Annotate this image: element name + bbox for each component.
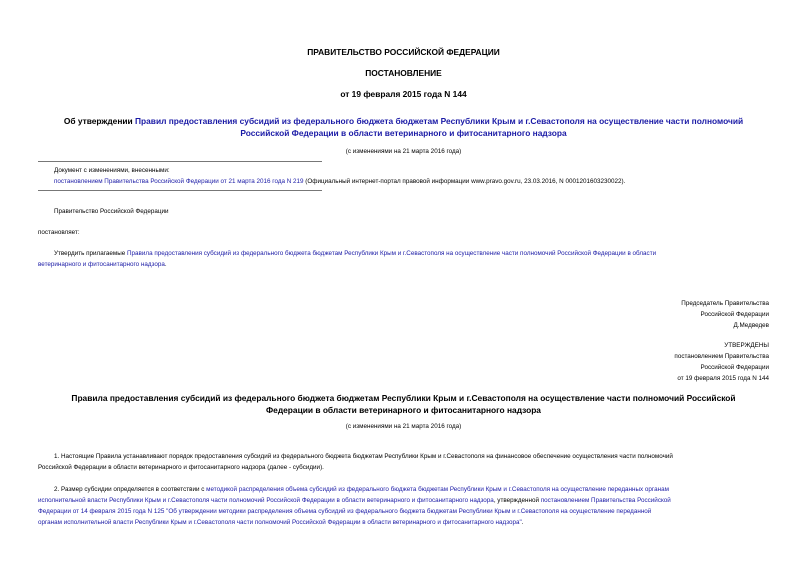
divider-top: [38, 161, 322, 162]
rules-title: Правила предоставления субсидий из федерального бюджета бюджетам Республики Крым и г.Севастополя на осуществление части полномочий Российской Федерации в области ветеринарного и фитосанитарного надзора: [71, 393, 736, 415]
title-link-cont[interactable]: Российской Федерации в области ветеринарного и фитосанитарного надзора: [240, 128, 567, 138]
approved-date: от 19 февраля 2015 года N 144: [677, 375, 769, 382]
methodology-link[interactable]: методикой распределения объема субсидий из федерального бюджета бюджетам Республики Крым и г.Севастополя на осуществление переданных органам: [206, 486, 669, 493]
decrees-text: постановляет:: [38, 229, 80, 236]
approve-prefix: Утвердить прилагаемые: [54, 250, 127, 257]
signature-country: Российской Федерации: [700, 311, 769, 318]
signature-name: Д.Медведев: [733, 322, 769, 329]
approved-country: Российской Федерации: [700, 364, 769, 371]
approve-link-cont[interactable]: ветеринарного и фитосанитарного надзора: [38, 261, 165, 268]
changes-label: Документ с изменениями, внесенными:: [54, 167, 170, 174]
changes-entry: [54, 176, 625, 187]
changes-source: (Официальный интернет-портал правовой информации www.pravo.gov.ru, 23.03.2016, N 0001201603230022).: [303, 178, 626, 185]
rules-paragraph-1: 1. Настоящие Правила устанавливают порядок предоставления субсидий из федерального бюджета бюджетам Республики Крым и г.Севастополя на финансовое обеспечение осуществления части полномочий Российской Федерации в области ветеринарного и фитосанитарного надзора (далее - субсидии).: [38, 453, 673, 471]
amended-note: (с изменениями на 21 марта 2016 года): [345, 148, 462, 155]
subject-text: Правительство Российской Федерации: [54, 208, 169, 215]
methodology-link-cont[interactable]: исполнительной власти Республики Крым и г.Севастополя части полномочий Российской Федерации в области ветеринарного и фитосанитарного надзора: [38, 497, 494, 504]
decree-125-link-end[interactable]: органам исполнительной власти Республики Крым и г.Севастополя части полномочий Российской Федерации в области ветеринарного и фитосанитарного надзора": [38, 519, 522, 526]
approved-block: [674, 340, 769, 384]
document-date: от 19 февраля 2015 года N 144: [340, 89, 467, 99]
title-prefix: Об утверждении: [63, 116, 135, 126]
document-title: [0, 115, 807, 139]
document-type: ПОСТАНОВЛЕНИЕ: [365, 68, 442, 78]
changes-link[interactable]: постановлением Правительства Российской Федерации от 21 марта 2016 года N 219: [54, 178, 304, 185]
rules-amended-note: (с изменениями на 21 марта 2016 года): [345, 423, 462, 430]
approve-link[interactable]: Правила предоставления субсидий из федерального бюджета бюджетам Республики Крым и г.Севастополя на осуществление части полномочий Российской Федерации в области: [127, 250, 657, 257]
approve-paragraph: Утвердить прилагаемые Правила предоставления субсидий из федерального бюджета бюджетам Республики Крым и г.Севастополя на осуществление части полномочий Российской Федерации в области ветеринарного и фитосанитарного надзора.: [38, 250, 657, 268]
rules-paragraph-2: 2. Размер субсидии определяется в соответствии с методикой распределения объема субсидий из федерального бюджета бюджетам Республики Крым и г.Севастополя на осуществление переданных органам исполнительной власти Республики Крым и г.Севастополя части полномочий Российской Федерации в области ветеринарного и фитосанитарного надзора, утвержденной постановлением Правительства Российской Федерации от 14 февраля 2015 года N 125 "Об утверждении методики распределения объема субсидий из федерального бюджета бюджетам Республики Крым и г.Севастополя на осуществление переданной органам исполнительной власти Республики Крым и г.Севастополя части полномочий Российской Федерации в области ветеринарного и фитосанитарного надзора".: [38, 486, 671, 526]
title-link[interactable]: Правил предоставления субсидий из федерального бюджета бюджетам Республики Крым и г.Севастополя на осуществление части полномочий: [135, 116, 744, 126]
approved-label: УТВЕРЖДЕНЫ: [724, 342, 769, 349]
government-name: ПРАВИТЕЛЬСТВО РОССИЙСКОЙ ФЕДЕРАЦИИ: [307, 47, 500, 57]
decree-125-link-cont[interactable]: Федерации от 14 февраля 2015 года N 125 "Об утверждении методики распределения объема субсидий из федерального бюджета бюджетам Республики Крым и г.Севастополя на осуществление переданной: [38, 508, 652, 515]
approved-by: постановлением Правительства: [674, 353, 769, 360]
divider-bottom: [38, 190, 322, 191]
decree-125-link[interactable]: постановлением Правительства Российской: [540, 497, 671, 504]
signature-block: [681, 298, 769, 331]
signature-position: Председатель Правительства: [681, 300, 769, 307]
